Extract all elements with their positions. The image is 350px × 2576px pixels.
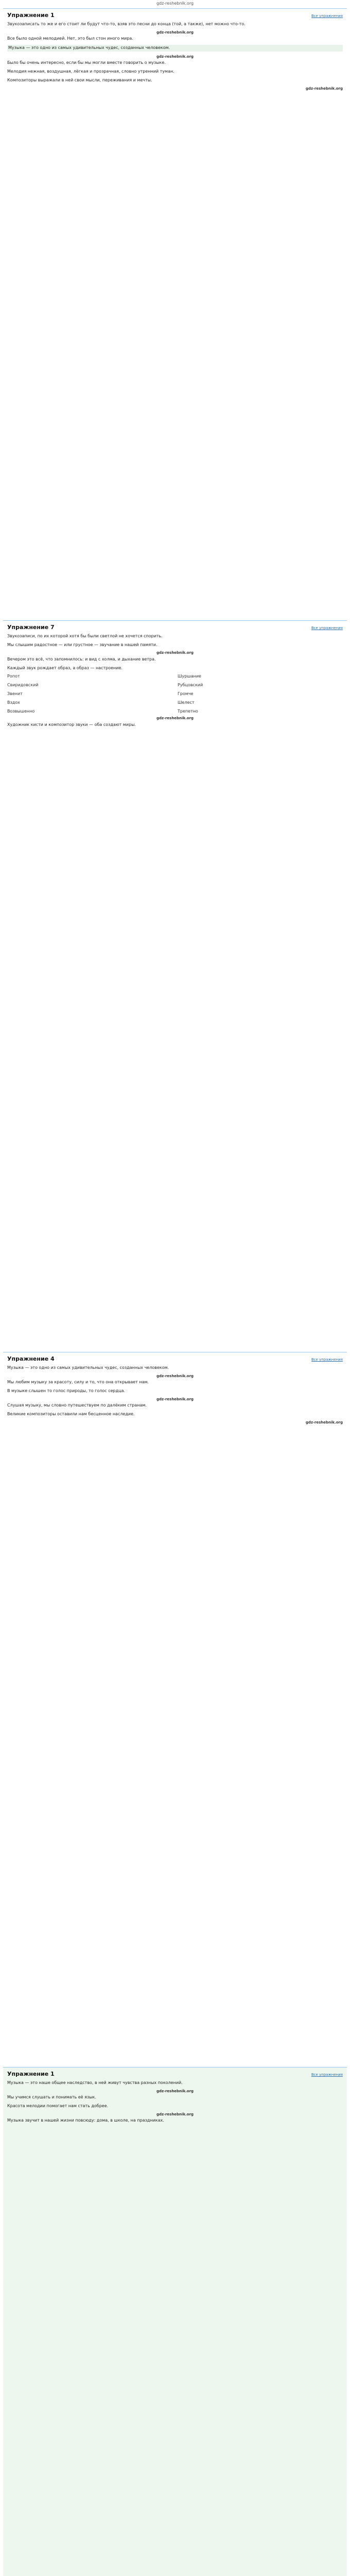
exercise-card (3, 1352, 347, 2067)
text-line: В музыке слышен то голос природы, то голос сердца. (7, 1388, 126, 1393)
text-line: Звукозаписи, по их которой хотя бы были светлой не хочется спорить. (7, 633, 163, 638)
text-line: Красота мелодии помогает нам стать добрее. (7, 2103, 109, 2108)
watermark: gdz-reshebnik.org (156, 54, 194, 59)
watermark: gdz-reshebnik.org (156, 651, 194, 655)
all-exercises-link[interactable]: Все упражнения (311, 14, 343, 18)
text-line: Было бы очень интересно, если бы мы могли вместе говорить о музыке. (7, 60, 166, 65)
text-line: Музыка — это одно из самых удивительных чудес, созданных человеком. (7, 45, 343, 52)
text-line: Мы любим музыку за красоту, силу и то, что она открывает нам. (7, 1380, 149, 1385)
pair-left: Звенит (7, 691, 23, 697)
text-line: Мы слышим радостное — или грустное — звучание в нашей памяти. (7, 642, 157, 647)
pair-left: Вздох (7, 700, 20, 705)
site-header: gdz-reshebnik.org (156, 1, 194, 6)
pair-right: Шуршание (178, 674, 201, 679)
pair-left: Возвышенно (7, 708, 35, 714)
text-line: Слушая музыку, мы словно путешествуем по далёким странам. (7, 1403, 147, 1408)
pair-right: Шелест (178, 700, 195, 705)
pair-left: Ропот (7, 674, 20, 679)
watermark: gdz-reshebnik.org (156, 1374, 194, 1378)
text-line: Великие композиторы оставили нам бесценное наследие. (7, 1411, 135, 1416)
watermark: gdz-reshebnik.org (156, 1397, 194, 1401)
pair-right: Рубцовский (178, 683, 203, 688)
word-pairs (7, 674, 343, 714)
text-line: Мы учимся слушать и понимать её язык. (7, 2095, 96, 2100)
exercise-title: Упражнение 1 (7, 12, 55, 19)
exercise-card (3, 2067, 347, 2576)
watermark: gdz-reshebnik.org (156, 2089, 194, 2093)
text-line: Композиторы выражали в ней свои мысли, переживания и мечты. (7, 77, 152, 82)
pair-right: Трепетно (178, 708, 198, 714)
text-line: Музыка звучит в нашей жизни повсюду: дома, в школе, на праздниках. (7, 2118, 164, 2123)
watermark: gdz-reshebnik.org (156, 30, 194, 35)
exercise-card (3, 620, 347, 1352)
text-line: Каждый звук рождает образ, а образ — настроение. (7, 665, 122, 670)
watermark: gdz-reshebnik.org (305, 86, 343, 91)
pair-left: Свиридовский (7, 683, 39, 688)
text-line: Все было одной мелодией. Нет, это был стон иного мира. (7, 36, 133, 41)
exercise-title: Упражнение 1 (7, 2071, 55, 2077)
exercise-title: Упражнение 4 (7, 1355, 55, 1362)
pair-right: Громче (178, 691, 194, 697)
watermark: gdz-reshebnik.org (156, 716, 194, 721)
exercise-title: Упражнение 7 (7, 624, 55, 631)
text-line: Вечером это всё, что запомнилось: и вид с холма, и дыхание ветра. (7, 656, 156, 662)
all-exercises-link[interactable]: Все упражнения (311, 1358, 343, 1362)
text-line: Художник кисти и композитор звуки — оба создают миры. (7, 722, 136, 727)
text-line: Звукозаписать то же и его стоит ли будут что-то, взяв это песни до конца (той, а также), нет можно что-то. (7, 21, 246, 26)
all-exercises-link[interactable]: Все упражнения (311, 626, 343, 630)
text-line: Музыка — это одно из самых удивительных чудес, созданных человеком. (7, 1365, 169, 1370)
watermark: gdz-reshebnik.org (305, 1420, 343, 1425)
watermark: gdz-reshebnik.org (156, 2112, 194, 2116)
exercise-card (3, 8, 347, 620)
all-exercises-link[interactable]: Все упражнения (311, 2073, 343, 2077)
text-line: Музыка — это наше общее наследство, в ней живут чувства разных поколений. (7, 2080, 183, 2085)
text-line: Мелодия нежная, воздушная, лёгкая и прозрачная, словно утренний туман. (7, 69, 174, 74)
